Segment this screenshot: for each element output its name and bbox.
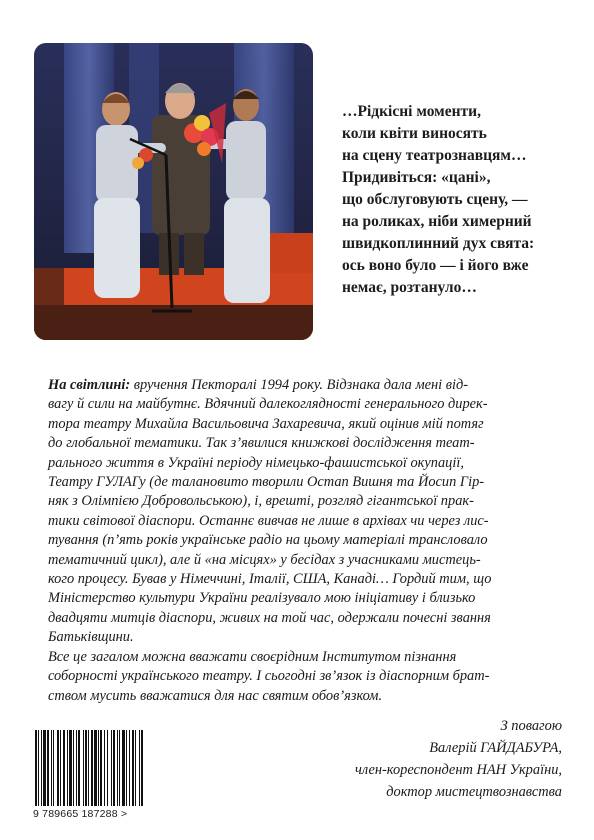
barcode-bar <box>85 730 87 806</box>
quote-line: швидкоплинний дух свята: <box>342 235 535 252</box>
paragraph-2-first-line: Все це загалом можна вважати своєрідним Інститутом пізнання <box>48 648 457 665</box>
signature-greeting: З повагою <box>500 718 562 734</box>
barcode-bar <box>83 730 84 806</box>
quote-line: Придивіться: «цані», <box>342 169 491 186</box>
text-line: двадцяти митців діаспори, живих на той час, одержали почесні звання <box>48 609 491 626</box>
paragraph-1-first-line <box>48 376 568 395</box>
barcode-bar <box>51 730 52 806</box>
text-line: вагу й сили на майбутнє. Вдячний далекоглядності генерального дирек- <box>48 396 488 413</box>
barcode-digits: 9 789665 187288 > <box>33 808 128 820</box>
barcode-bar <box>139 730 140 806</box>
text-line: тування (п’ять років українське радіо на цьому матеріалі трансловало <box>48 532 488 549</box>
barcode-bar <box>63 730 65 806</box>
caption-text: вручення Пекторалі 1994 року. Відзнака дала мені від- <box>130 377 469 393</box>
quote-line: ось воно було — і його вже <box>342 257 529 274</box>
barcode-bar <box>91 730 93 806</box>
barcode-bar <box>111 730 112 806</box>
barcode-bar <box>141 730 143 806</box>
barcode-bar <box>67 730 68 806</box>
photo-caption-label: На світлині: <box>48 377 131 393</box>
barcode-bar <box>100 730 102 806</box>
barcode-bar <box>107 730 108 806</box>
main-text <box>48 376 568 706</box>
barcode-bar <box>53 730 54 806</box>
text-line: Міністерство культури України реалізувало мою ініціативу і близько <box>48 590 476 607</box>
barcode-bar <box>60 730 61 806</box>
quote-line: …Рідкісні моменти, <box>342 103 481 120</box>
barcode-bar <box>132 730 134 806</box>
barcode-bar <box>135 730 136 806</box>
barcode-bar <box>119 730 120 806</box>
award-ceremony-photo <box>34 43 313 340</box>
barcode-bar <box>57 730 59 806</box>
text-line: рального життя в Україні періоду німецько-фашистської окупації, <box>48 454 464 471</box>
barcode-bar <box>126 730 127 806</box>
quote-line: що обслуговують сцену, — <box>342 191 528 208</box>
barcode-bar <box>104 730 105 806</box>
barcode-bar <box>129 730 130 806</box>
barcode-bar <box>35 730 37 806</box>
signature-title-1: член-кореспондент НАН України, <box>354 762 562 778</box>
signature-title-2: доктор мистецтвознавства <box>386 784 562 800</box>
barcode-bar <box>41 730 42 806</box>
quote-line: коли квіти виносять <box>342 125 487 142</box>
barcode-bar <box>98 730 99 806</box>
quote-line: на сцену театрознавцям… <box>342 147 527 164</box>
barcode-bar <box>122 730 125 806</box>
barcode-bar <box>117 730 118 806</box>
barcode-bar <box>73 730 74 806</box>
photo-illustration <box>34 43 313 340</box>
text-line: соборності українського театру. І сьогодні зв’язок із діаспорним брат- <box>48 668 490 685</box>
text-line: до глобальної тематики. Так з’явилися книжкові дослідження теат- <box>48 435 475 452</box>
barcode-bar <box>78 730 80 806</box>
text-line: Батьківщини. <box>48 629 134 646</box>
text-line: тики світової діаспори. Останнє вивчав не лише в архівах чи через лис- <box>48 512 489 529</box>
barcode-bar <box>69 730 72 806</box>
barcode-bar <box>113 730 115 806</box>
quote-line: немає, розтануло… <box>342 279 477 296</box>
text-line: няк з Олімпією Добровольською), і, врешті, розгляд гігантської прак- <box>48 493 474 510</box>
text-line: тематичний цикл), але й «на місцях» у бесідах з учасниками мистець- <box>48 551 481 568</box>
barcode-bar <box>94 730 97 806</box>
barcode-bars <box>33 730 169 806</box>
text-line: кого процесу. Бував у Німеччині, Італії, США, Канаді… Гордий тим, що <box>48 571 492 588</box>
signature-name: Валерій ГАЙДАБУРА, <box>429 740 562 756</box>
barcode-bar <box>76 730 77 806</box>
barcode-bar <box>38 730 39 806</box>
barcode-bar <box>88 730 89 806</box>
author-signature <box>355 715 562 803</box>
text-line: ством мусить вважатися для нас святим обов’язком. <box>48 687 383 704</box>
pull-quote <box>342 101 592 299</box>
text-line: Театру ГУЛАГу (де талановито творили Остап Вишня та Йосип Гір- <box>48 474 485 491</box>
isbn-barcode <box>33 730 169 822</box>
quote-line: на роликах, ніби химерний <box>342 213 532 230</box>
barcode-bar <box>43 730 46 806</box>
text-line: тора театру Михайла Васильовича Захаревича, який оцінив мій потяг <box>48 415 484 432</box>
barcode-bar <box>47 730 49 806</box>
